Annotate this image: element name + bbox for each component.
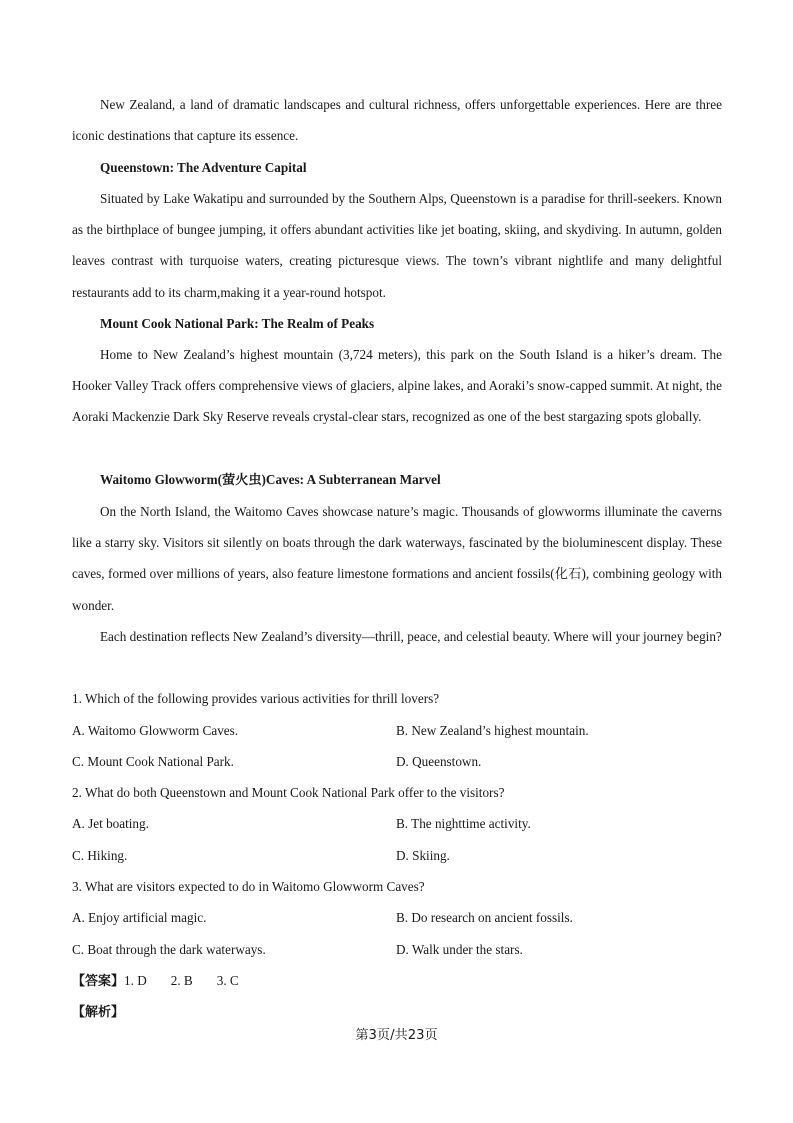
answer-item-1: 1. D bbox=[124, 973, 147, 988]
section-body-queenstown: Situated by Lake Wakatipu and surrounded by the Southern Alps, Queenstown is a paradise for thrill-seekers. Known as the birthplace of bungee jumping, it offers abundant activities like jet boating, skiing, and skydiving. In autumn, golden leaves contrast with turquoise waters, creating picturesque views. The town’s vibrant nightlife and many delightful restaurants add to its charm,making it a year-round hotspot. bbox=[72, 191, 722, 300]
question-2-option-a: A. Jet boating. bbox=[72, 816, 149, 831]
conclusion-paragraph: Each destination reflects New Zealand’s diversity—thrill, peace, and celestial beauty. Where will your journey begin? bbox=[100, 629, 722, 644]
question-1-option-c: C. Mount Cook National Park. bbox=[72, 754, 234, 769]
section-heading-waitomo: Waitomo Glowworm(萤火虫)Caves: A Subterranean Marvel bbox=[100, 472, 441, 487]
question-3-option-d: D. Walk under the stars. bbox=[396, 942, 523, 957]
question-2-option-c: C. Hiking. bbox=[72, 848, 128, 863]
page-number-footer: 第3页/共23页 bbox=[355, 1028, 438, 1043]
answer-item-2: 2. B bbox=[170, 973, 193, 988]
question-2-stem: 2. What do both Queenstown and Mount Cook National Park offer to the visitors? bbox=[72, 785, 505, 800]
question-3-stem: 3. What are visitors expected to do in Waitomo Glowworm Caves? bbox=[72, 879, 425, 894]
answer-label: 【答案】 bbox=[72, 974, 125, 989]
section-body-waitomo: On the North Island, the Waitomo Caves showcase nature’s magic. Thousands of glowworms illuminate the caverns like a starry sky. Visitors sit silently on boats through the dark waterways, fascinated by the bioluminescent display. These caves, formed over millions of years, also feature limestone formations and ancient fossils(化石), combining geology with wonder. bbox=[72, 504, 722, 613]
answer-line bbox=[72, 971, 239, 992]
section-heading-queenstown: Queenstown: The Adventure Capital bbox=[100, 160, 307, 175]
question-1-option-b: B. New Zealand’s highest mountain. bbox=[396, 723, 589, 738]
question-2-option-d: D. Skiing. bbox=[396, 848, 450, 863]
question-3-option-c: C. Boat through the dark waterways. bbox=[72, 942, 266, 957]
answer-item-3: 3. C bbox=[216, 973, 239, 988]
section-body-mount-cook: Home to New Zealand’s highest mountain (3,724 meters), this park on the South Island is a hiker’s dream. The Hooker Valley Track offers comprehensive views of glaciers, alpine lakes, and Aoraki’s snow-capped summit. At night, the Aoraki Mackenzie Dark Sky Reserve reveals crystal-clear stars, recognized as one of the best stargazing spots globally. bbox=[72, 347, 722, 425]
question-3-option-b: B. Do research on ancient fossils. bbox=[396, 910, 573, 925]
question-1-stem: 1. Which of the following provides various activities for thrill lovers? bbox=[72, 691, 440, 706]
question-2-option-b: B. The nighttime activity. bbox=[396, 816, 531, 831]
analysis-label: 【解析】 bbox=[72, 1005, 125, 1020]
question-3-option-a: A. Enjoy artificial magic. bbox=[72, 910, 207, 925]
section-heading-mount-cook: Mount Cook National Park: The Realm of Peaks bbox=[100, 316, 375, 331]
intro-paragraph: New Zealand, a land of dramatic landscapes and cultural richness, offers unforgettable experiences. Here are three iconic destinations that capture its essence. bbox=[72, 97, 722, 144]
analysis-line bbox=[72, 1002, 124, 1023]
question-1-option-d: D. Queenstown. bbox=[396, 754, 482, 769]
question-1-option-a: A. Waitomo Glowworm Caves. bbox=[72, 723, 239, 738]
